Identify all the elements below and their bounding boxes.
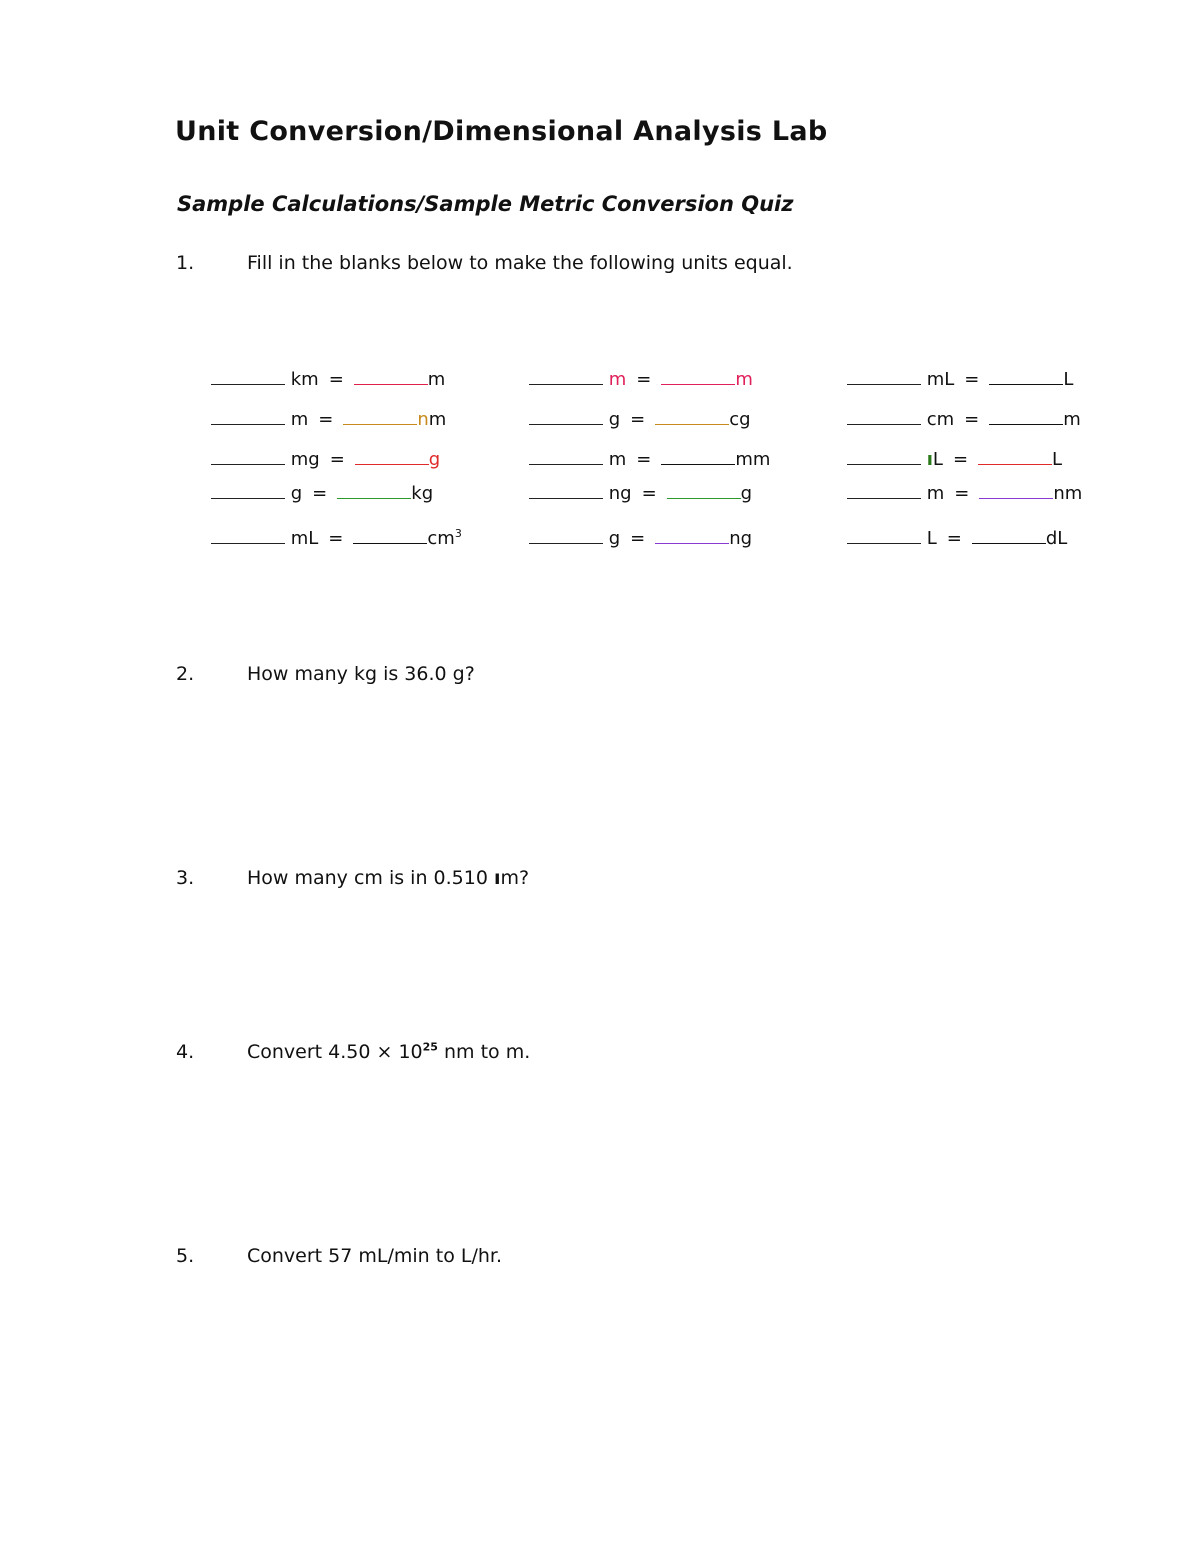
question-text-3 bbox=[247, 867, 529, 889]
left-unit: m bbox=[290, 409, 309, 430]
question-text-4 bbox=[247, 1041, 530, 1063]
left-unit: m bbox=[926, 483, 945, 504]
left-unit: km bbox=[290, 369, 319, 390]
left-unit: g bbox=[290, 483, 303, 504]
answer-blank-left[interactable] bbox=[847, 527, 921, 544]
conversion-row bbox=[211, 408, 446, 434]
equals-sign: = bbox=[630, 409, 646, 430]
conversion-row bbox=[211, 368, 445, 394]
left-unit: mL bbox=[926, 369, 955, 390]
right-unit-prefix: n bbox=[417, 409, 429, 430]
equals-sign: = bbox=[641, 483, 657, 504]
equals-sign: = bbox=[952, 449, 969, 470]
right-unit: cg bbox=[729, 409, 751, 430]
right-unit: m bbox=[427, 369, 446, 390]
answer-blank-left[interactable] bbox=[847, 408, 921, 425]
answer-blank-left[interactable] bbox=[529, 482, 603, 499]
left-unit: m bbox=[608, 369, 627, 390]
question-number-2: 2. bbox=[176, 663, 195, 685]
right-unit: dL bbox=[1045, 528, 1068, 549]
question-text-3-before: How many cm is in 0.510 bbox=[247, 867, 494, 889]
answer-blank-right[interactable] bbox=[337, 482, 411, 499]
equals-sign: = bbox=[328, 528, 344, 549]
left-unit: g bbox=[608, 528, 621, 549]
equals-sign: = bbox=[946, 528, 962, 549]
conversion-row bbox=[529, 368, 753, 394]
answer-blank-right[interactable] bbox=[354, 368, 428, 385]
answer-blank-right[interactable] bbox=[355, 448, 429, 465]
answer-blank-right[interactable] bbox=[979, 482, 1053, 499]
answer-blank-right[interactable] bbox=[353, 527, 427, 544]
equals-sign: = bbox=[954, 483, 970, 504]
question-text-2: How many kg is 36.0 g? bbox=[247, 663, 475, 685]
left-unit: cm bbox=[926, 409, 955, 430]
micro-symbol: ı bbox=[493, 867, 501, 889]
left-unit: L bbox=[932, 449, 943, 470]
answer-blank-right[interactable] bbox=[667, 482, 741, 499]
answer-blank-left[interactable] bbox=[847, 368, 921, 385]
equals-sign: = bbox=[964, 409, 980, 430]
right-unit: L bbox=[1052, 449, 1063, 470]
right-unit: g bbox=[740, 483, 753, 504]
right-unit: m bbox=[1063, 409, 1081, 430]
answer-blank-left[interactable] bbox=[211, 368, 285, 385]
equals-sign: = bbox=[318, 409, 334, 430]
right-unit: g bbox=[428, 449, 441, 470]
equals-sign: = bbox=[630, 528, 646, 549]
exponent: 25 bbox=[422, 1040, 438, 1054]
question-text-3-after: m? bbox=[500, 867, 530, 889]
answer-blank-left[interactable] bbox=[529, 368, 603, 385]
answer-blank-right[interactable] bbox=[989, 408, 1063, 425]
question-text-4-before: Convert 4.50 × 10 bbox=[247, 1041, 423, 1063]
left-unit: L bbox=[926, 528, 937, 549]
answer-blank-right[interactable] bbox=[972, 527, 1046, 544]
conversion-row bbox=[529, 527, 752, 553]
right-unit: ng bbox=[729, 528, 753, 549]
conversion-row bbox=[211, 448, 440, 474]
answer-blank-right[interactable] bbox=[661, 448, 735, 465]
answer-blank-right[interactable] bbox=[343, 408, 417, 425]
equals-sign: = bbox=[312, 483, 328, 504]
equals-sign: = bbox=[964, 369, 980, 390]
conversion-row bbox=[529, 408, 751, 434]
conversion-row bbox=[847, 448, 1062, 474]
conversion-row bbox=[847, 408, 1081, 434]
answer-blank-left[interactable] bbox=[529, 448, 603, 465]
conversion-row bbox=[847, 527, 1067, 553]
answer-blank-right[interactable] bbox=[661, 368, 735, 385]
page-subtitle: Sample Calculations/Sample Metric Conversion Quiz bbox=[177, 192, 794, 216]
answer-blank-left[interactable] bbox=[211, 448, 285, 465]
right-unit: cm bbox=[427, 528, 455, 549]
conversion-row bbox=[211, 527, 462, 553]
left-unit-prefix: ı bbox=[926, 449, 933, 470]
question-text-5: Convert 57 mL/min to L/hr. bbox=[247, 1245, 502, 1267]
question-number-5: 5. bbox=[176, 1245, 195, 1267]
right-unit: kg bbox=[411, 483, 434, 504]
right-unit-exponent: 3 bbox=[454, 527, 462, 540]
right-unit: L bbox=[1063, 369, 1074, 390]
right-unit: mm bbox=[735, 449, 771, 470]
right-unit: nm bbox=[1053, 483, 1083, 504]
conversion-row bbox=[847, 368, 1073, 394]
answer-blank-right[interactable] bbox=[655, 408, 729, 425]
question-text-1: Fill in the blanks below to make the following units equal. bbox=[247, 252, 793, 274]
answer-blank-left[interactable] bbox=[211, 527, 285, 544]
conversion-row bbox=[211, 482, 433, 508]
answer-blank-right[interactable] bbox=[989, 368, 1063, 385]
answer-blank-right[interactable] bbox=[978, 448, 1052, 465]
question-number-1: 1. bbox=[176, 252, 195, 274]
left-unit: ng bbox=[608, 483, 632, 504]
equals-sign: = bbox=[636, 449, 652, 470]
answer-blank-left[interactable] bbox=[529, 527, 603, 544]
right-unit: m bbox=[735, 369, 753, 390]
conversion-row bbox=[847, 482, 1082, 508]
equals-sign: = bbox=[636, 369, 652, 390]
question-number-4: 4. bbox=[176, 1041, 195, 1063]
page-title: Unit Conversion/Dimensional Analysis Lab bbox=[175, 116, 828, 147]
answer-blank-left[interactable] bbox=[847, 448, 921, 465]
answer-blank-left[interactable] bbox=[211, 482, 285, 499]
conversion-row bbox=[529, 448, 770, 474]
right-unit: m bbox=[428, 409, 447, 430]
equals-sign: = bbox=[328, 369, 344, 390]
left-unit: g bbox=[608, 409, 621, 430]
conversion-row bbox=[529, 482, 752, 508]
question-text-4-after: nm to m. bbox=[437, 1041, 531, 1063]
answer-blank-left[interactable] bbox=[211, 408, 285, 425]
equals-sign: = bbox=[329, 449, 345, 470]
left-unit: mg bbox=[290, 449, 320, 470]
left-unit: m bbox=[608, 449, 627, 470]
left-unit: mL bbox=[290, 528, 319, 549]
answer-blank-left[interactable] bbox=[529, 408, 603, 425]
answer-blank-right[interactable] bbox=[655, 527, 729, 544]
question-number-3: 3. bbox=[176, 867, 195, 889]
answer-blank-left[interactable] bbox=[847, 482, 921, 499]
